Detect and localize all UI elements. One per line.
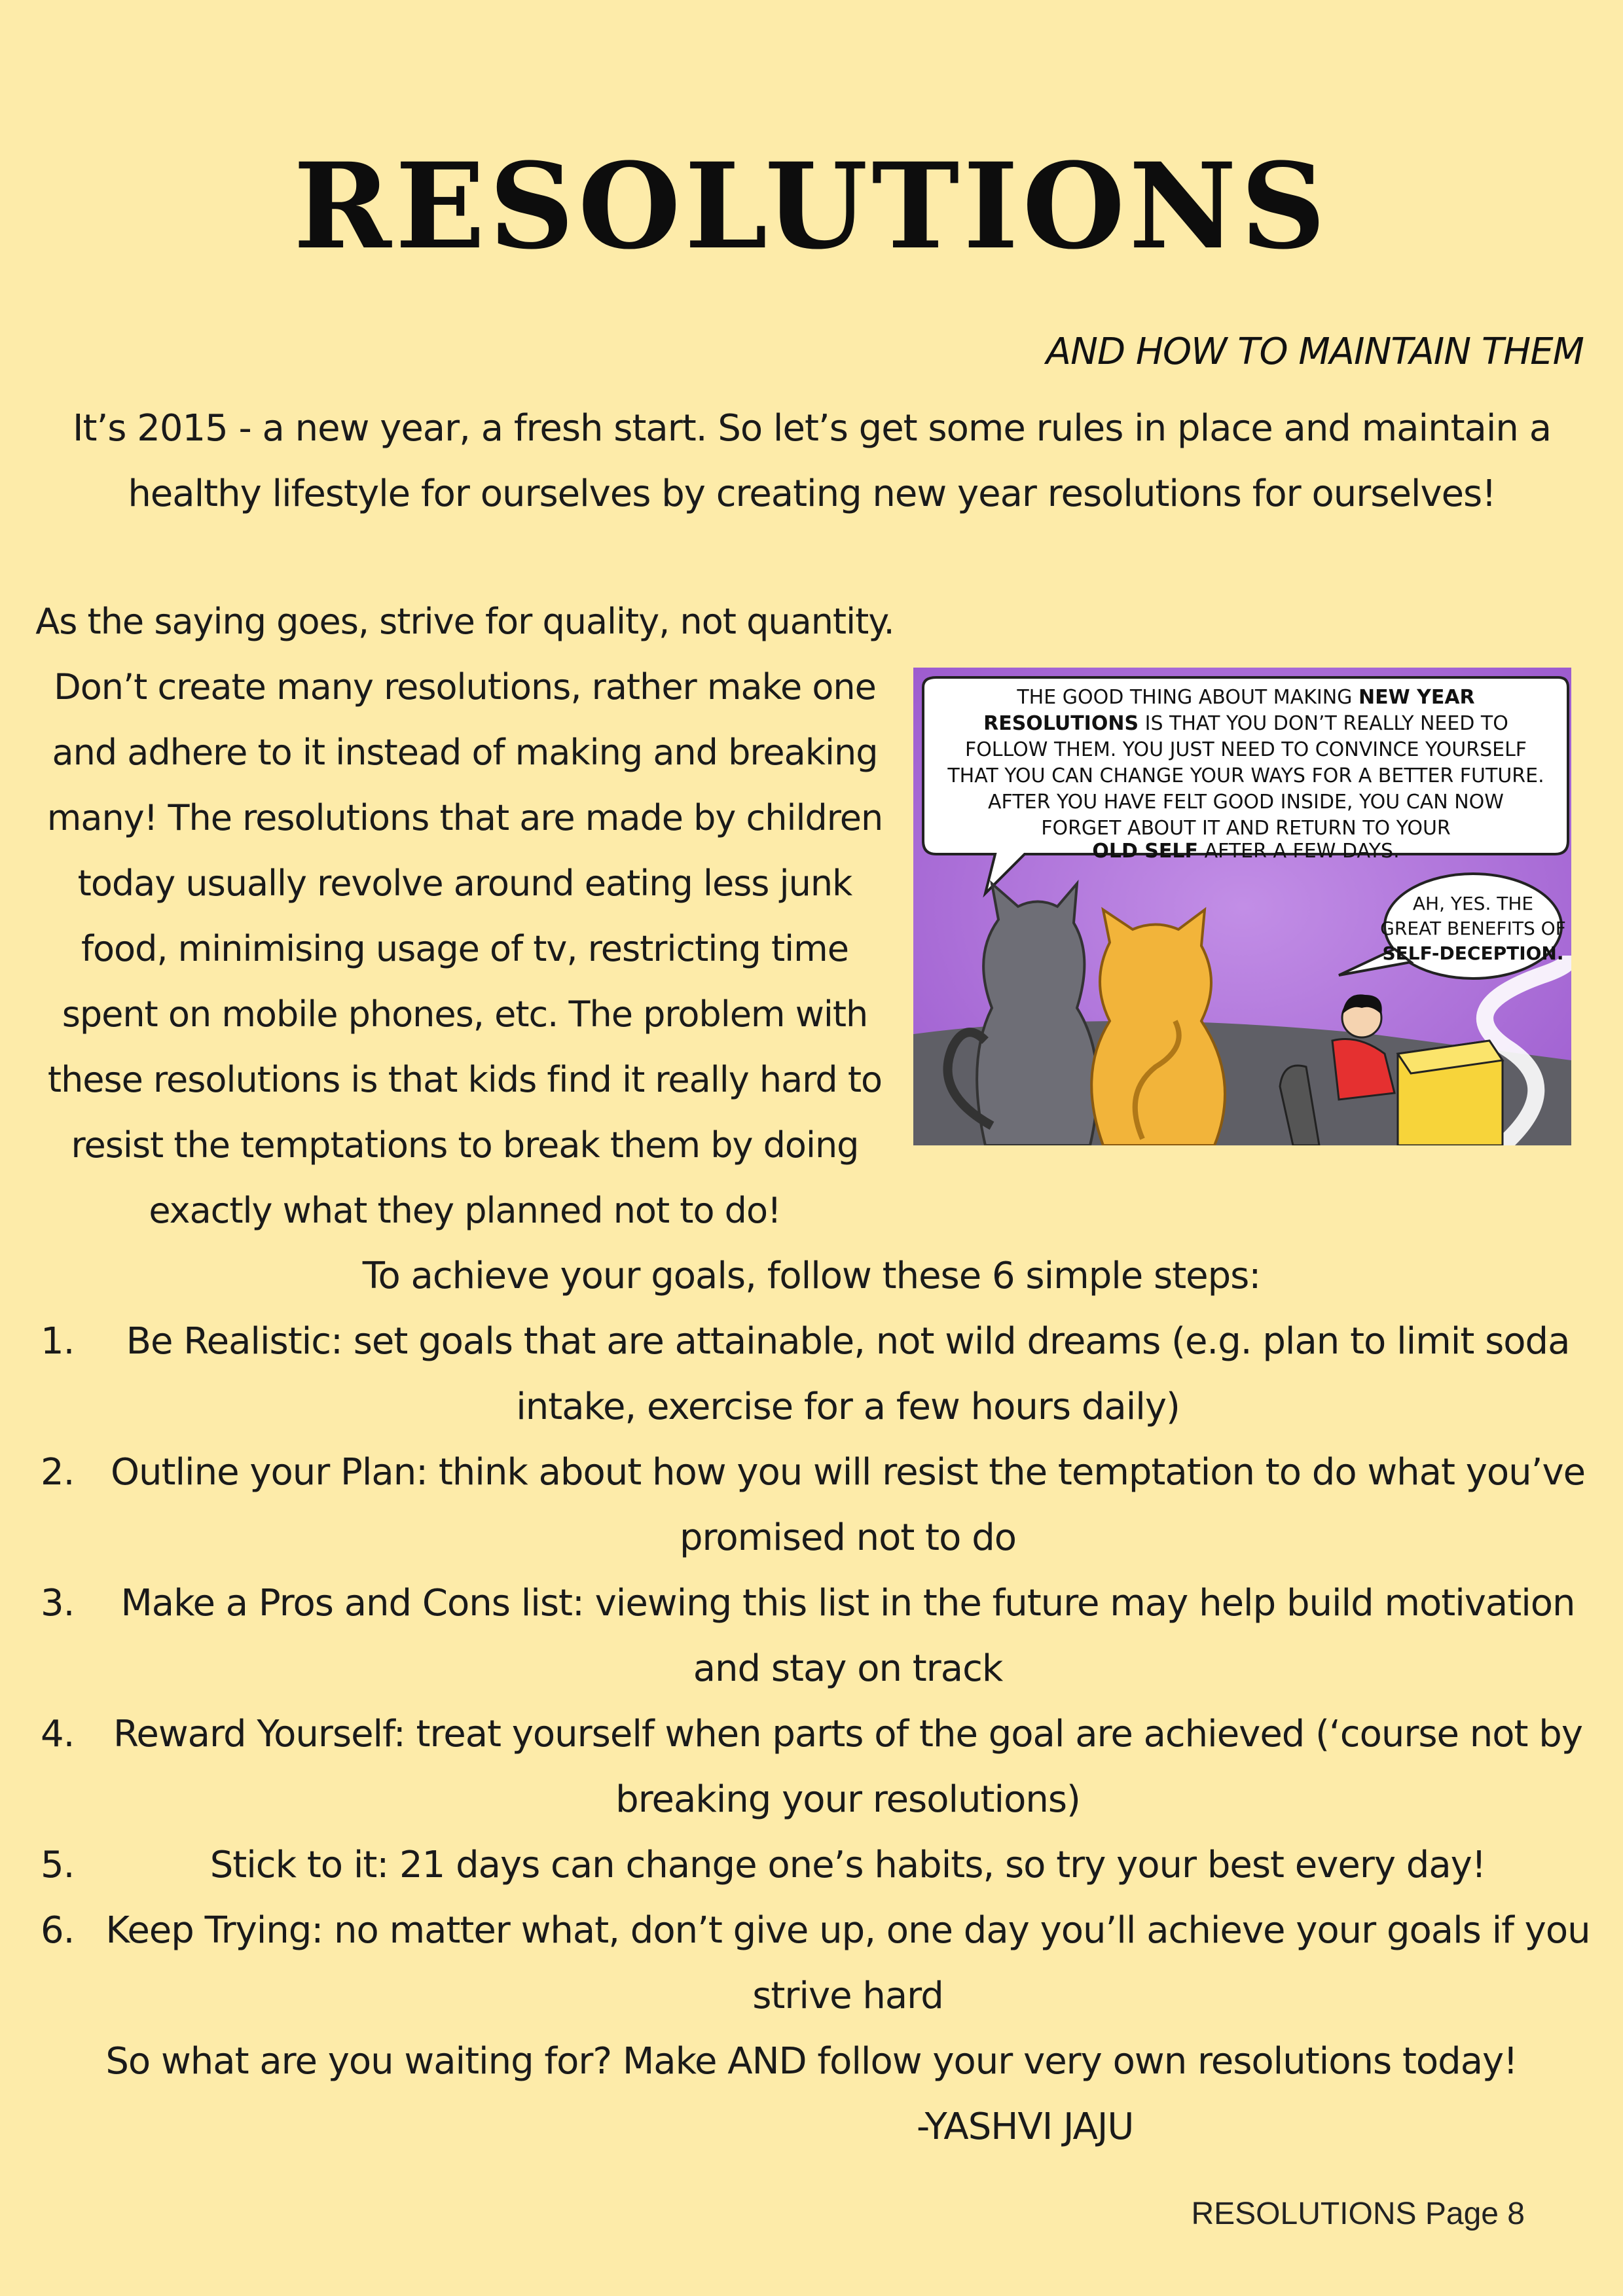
page-subtitle: AND HOW TO MAINTAIN THEM: [1046, 331, 1584, 373]
list-item-text: Make a Pros and Cons list: viewing this list in the future may help build motivation and stay on track: [120, 1582, 1575, 1690]
bubble1-line6: FORGET ABOUT IT AND RETURN TO YOUR: [1041, 817, 1451, 840]
body-paragraph: As the saying goes, strive for quality, not quantity. Don’t create many resolutions, rather make one and adhere to it instead of making and breaking many! The resolutions that are made by children today usually revolve around eating less junk food, minimising usage of tv, restricting time spent on mobile phones, etc. The problem with these resolutions is that kids find it really hard to resist the temptations to break them by doing exactly what they planned not to do!: [35, 601, 894, 1231]
bubble1-line2: RESOLUTIONS IS THAT YOU DON’T REALLY NEED TO: [983, 712, 1508, 735]
bubble2-line2: GREAT BENEFITS OF: [1380, 918, 1566, 939]
author-signature: -YASHVI JAJU: [917, 2106, 1134, 2148]
bubble2-line3: SELF-DECEPTION.: [1382, 942, 1564, 964]
intro-paragraph: It’s 2015 - a new year, a fresh start. So let’s get some rules in place and maintain a healthy lifestyle for ourselves by creating new year resolutions for ourselves!: [72, 407, 1552, 515]
list-item-text: Keep Trying: no matter what, don’t give up, one day you’ll achieve your goals if you strive hard: [105, 1909, 1590, 2017]
steps-heading: To achieve your goals, follow these 6 simple steps:: [362, 1255, 1261, 1297]
list-item-number: 1.: [41, 1320, 75, 1363]
list-item: [33, 1440, 1591, 1571]
list-item: [33, 1898, 1591, 2029]
list-item: [33, 1702, 1591, 1833]
list-item-number: 4.: [41, 1713, 75, 1755]
list-item-number: 2.: [41, 1451, 75, 1494]
bubble1-line7: OLD SELF AFTER A FEW DAYS.: [1092, 840, 1400, 863]
bubble1-line1: THE GOOD THING ABOUT MAKING NEW YEAR: [1017, 686, 1475, 709]
list-item-number: 3.: [41, 1582, 75, 1624]
list-item: [33, 1309, 1591, 1440]
list-item-text: Outline your Plan: think about how you will resist the temptation to do what you’ve promised not to do: [110, 1451, 1586, 1559]
list-item-text: Stick to it: 21 days can change one’s habits, so try your best every day!: [210, 1844, 1486, 1886]
list-item: [33, 1833, 1591, 1898]
list-item: [33, 1571, 1591, 1702]
page-title: RESOLUTIONS: [293, 137, 1330, 276]
list-item-number: 5.: [41, 1844, 75, 1886]
list-item-number: 6.: [41, 1909, 75, 1952]
list-item-text: Be Realistic: set goals that are attainable, not wild dreams (e.g. plan to limit soda intake, exercise for a few hours daily): [126, 1320, 1570, 1428]
bubble1-line3: FOLLOW THEM. YOU JUST NEED TO CONVINCE YOURSELF: [964, 738, 1527, 761]
list-item-text: Reward Yourself: treat yourself when parts of the goal are achieved (‘course not by breaking your resolutions): [113, 1713, 1582, 1821]
comic-illustration: [913, 668, 1571, 1145]
page-footer: RESOLUTIONS Page 8: [1191, 2197, 1525, 2231]
closing-line: So what are you waiting for? Make AND follow your very own resolutions today!: [105, 2040, 1518, 2083]
bubble1-line5: AFTER YOU HAVE FELT GOOD INSIDE, YOU CAN NOW: [988, 791, 1504, 814]
bubble1-line4: THAT YOU CAN CHANGE YOUR WAYS FOR A BETTER FUTURE.: [947, 764, 1544, 787]
bubble2-line1: AH, YES. THE: [1412, 893, 1534, 914]
